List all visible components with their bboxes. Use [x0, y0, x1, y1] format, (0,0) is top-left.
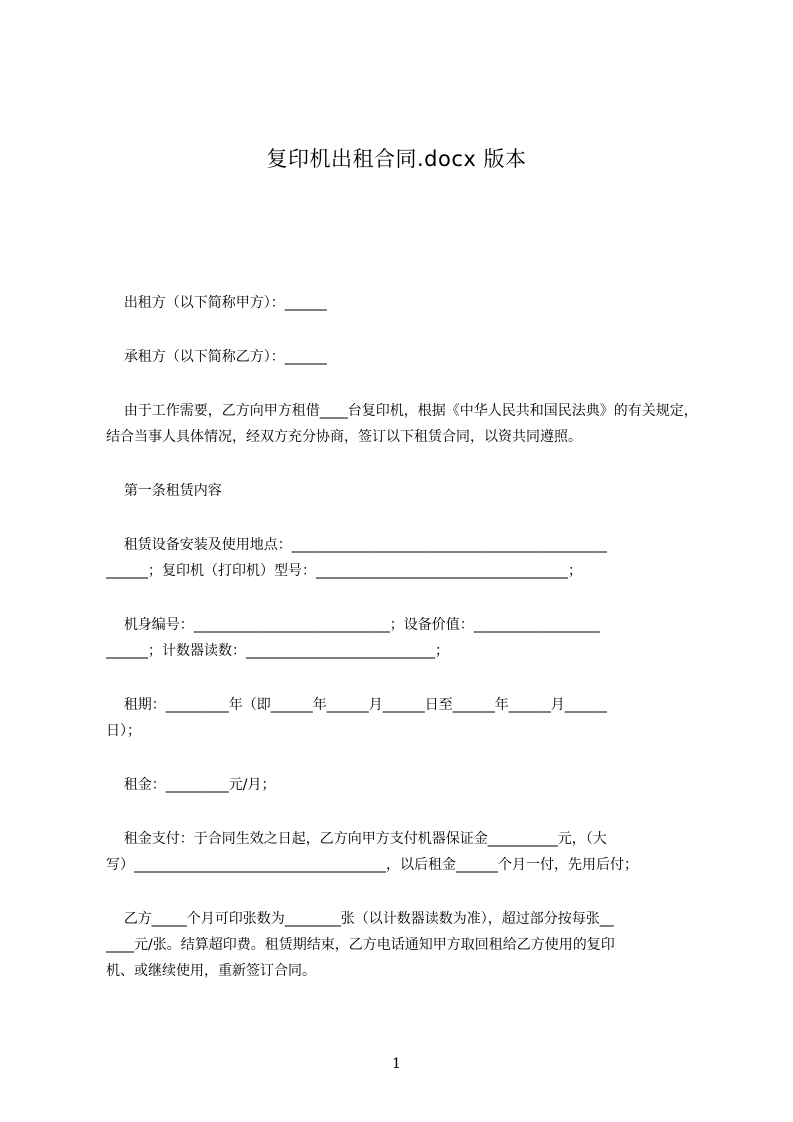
rent-payment-paragraph: 租金支付：于合同生效之日起，乙方向甲方支付机器保证金__________元，（大 写）____________________________________，以后租金______个月一付，先用后付；	[106, 831, 638, 873]
document-title: 复印机出租合同.docx 版本	[266, 147, 527, 171]
serial-number-paragraph: 机身编号：____________________________；设备价值：__________________ ______；计数器读数：___________________________；	[106, 617, 600, 659]
preamble-paragraph: 由于工作需要，乙方向甲方租借____台复印机，根据《中华人民共和国民法典》的有关规定，结合当事人具体情况，经双方充分协商，签订以下租赁合同，以资共同遵照。	[106, 403, 698, 445]
lessor-line: 出租方（以下简称甲方）：______	[106, 295, 327, 311]
install-location-paragraph: 租赁设备安装及使用地点：_____________________________________________ ______；复印机（打印机）型号：____________________________________；	[106, 537, 607, 579]
rent-paragraph: 租金：_________元/月；	[106, 777, 276, 793]
article-1-heading: 第一条租赁内容	[106, 483, 222, 499]
print-quota-paragraph: 乙方_____个月可印张数为________张（以计数器读数为准），超过部分按每张__ ____元/张。结算超印费。租赁期结束，乙方电话通知甲方取回租给乙方使用的复印 机、或继续使用，重新签订合同。	[106, 911, 615, 979]
lease-term-paragraph: 租期：_________年（即______年______月______日至______年______月______ 日）；	[106, 697, 607, 739]
page-number: 1	[392, 1056, 401, 1072]
document-body	[106, 290, 700, 984]
lessee-line: 承租方（以下简称乙方）：______	[106, 349, 327, 365]
